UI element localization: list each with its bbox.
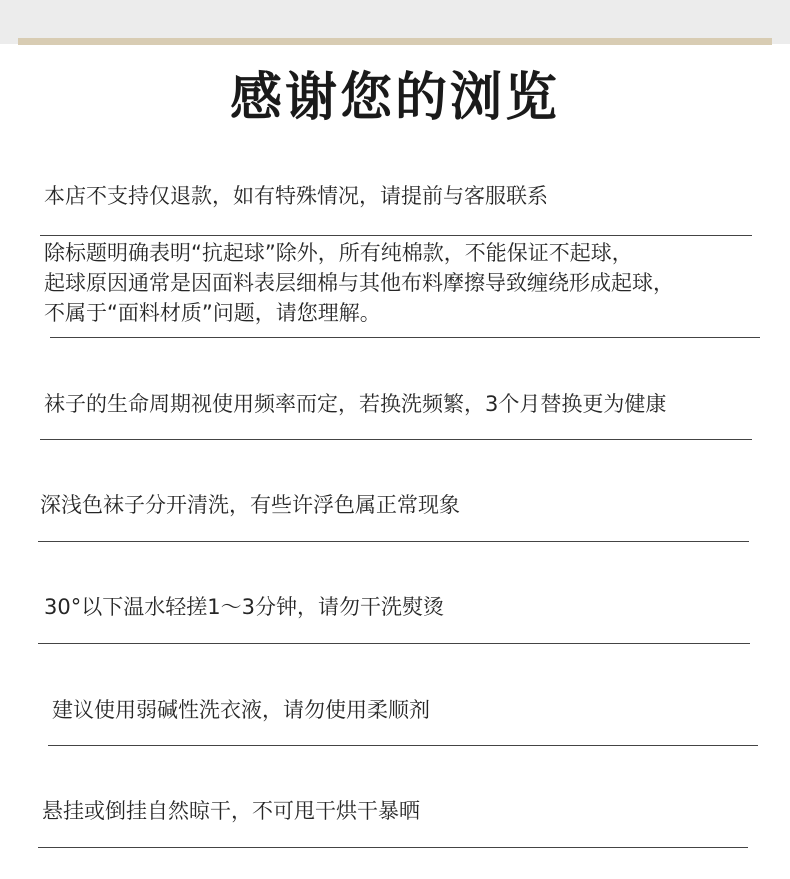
notice-detergent	[52, 695, 430, 725]
notice-line: 30°以下温水轻搓1～3分钟，请勿干洗熨烫	[44, 595, 444, 619]
divider	[38, 643, 750, 644]
notice-line: 建议使用弱碱性洗衣液，请勿使用柔顺剂	[52, 698, 430, 722]
divider	[48, 745, 758, 746]
notice-line: 本店不支持仅退款，如有特殊情况，请提前与客服联系	[44, 184, 548, 208]
notice-line: 起球原因通常是因面料表层细棉与其他布料摩擦导致缠绕形成起球，	[44, 271, 674, 295]
notice-line: 袜子的生命周期视使用频率而定，若换洗频繁，3个月替换更为健康	[44, 392, 667, 416]
notice-line: 除标题明确表明“抗起球”除外，所有纯棉款，不能保证不起球，	[44, 241, 633, 265]
notice-water-temperature	[44, 592, 444, 622]
accent-bar	[18, 38, 772, 45]
notice-line: 悬挂或倒挂自然晾干，不可甩干烘干暴晒	[42, 799, 420, 823]
notice-line: 深浅色袜子分开清洗，有些许浮色属正常现象	[40, 493, 460, 517]
divider	[40, 235, 752, 236]
divider	[40, 439, 752, 440]
notice-no-refund-only	[44, 181, 548, 211]
divider	[38, 847, 748, 848]
page-title: 感谢您的浏览	[229, 68, 560, 128]
notice-wash-separately	[40, 490, 460, 520]
divider	[38, 541, 749, 542]
notice-drying	[42, 796, 420, 826]
notice-lifecycle	[44, 389, 666, 419]
divider	[50, 337, 760, 338]
notice-line: 不属于“面料材质”问题，请您理解。	[44, 301, 381, 325]
notice-pilling	[44, 238, 674, 328]
